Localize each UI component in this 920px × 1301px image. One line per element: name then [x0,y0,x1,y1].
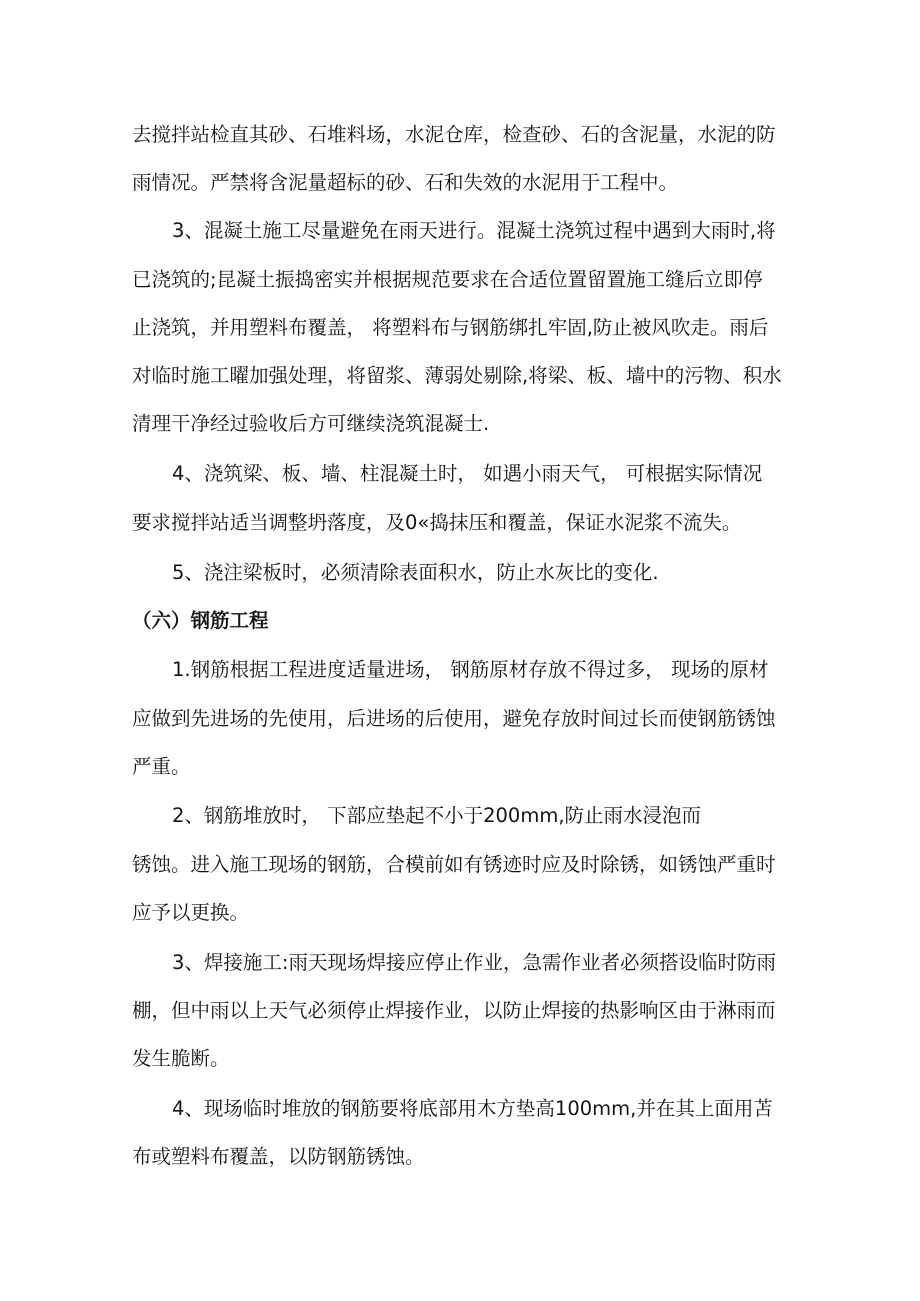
text-line: 雨情况。严禁将含泥量超标的砂、石和失效的水泥用于工程中。 [132,171,679,194]
text-line: 3、混凝土施工尽量避免在雨天进行。混凝土浇筑过程中遇到大雨时,将 [172,219,776,242]
text-line: 去搅拌站检直其砂、石堆料场，水泥仓库，检查砂、石的含泥量，水泥的防 [132,123,776,146]
text-line: 1.钢筋根据工程进度适量进场， 钢筋原材存放不得过多， 现场的原材 [172,658,769,681]
text-line: 3、焊接施工:雨天现场焊接应停止作业，急需作业者必须搭设临时防雨 [172,951,776,974]
text-line: 对临时施工曜加强处理，将留浆、薄弱处剔除,将梁、板、墙中的污物、积水 [132,364,782,387]
text-line: 5、浇注梁板时，必须清除表面积水，防止水灰比的变化. [172,561,659,584]
text-line: 已浇筑的;昆凝土振捣密实并根据规范要求在合适位置留置施工缝后立即停 [132,268,763,291]
text-line: 严重。 [132,755,191,778]
text-line: 要求搅拌站适当调整坍落度，及0«捣抹压和覆盖，保证水泥浆不流失。 [132,511,742,534]
text-line: 止浇筑，并用塑料布覆盖， 将塑料布与钢筋绑扎牢固,防止被风吹走。雨后 [132,316,769,339]
text-line: 应做到先进场的先使用，后进场的后使用，避免存放时间过长而使钢筋锈蚀 [132,707,776,730]
section-heading: （六）钢筋工程 [132,609,269,632]
text-line: 发生脆断。 [132,1047,230,1070]
text-line: 应予以更换。 [132,901,250,924]
text-line: 锈蚀。进入施工现场的钢筋，合模前如有锈迹时应及时除锈，如锈蚀严重时 [132,853,776,876]
text-line: 4、现场临时堆放的钢筋要将底部用木方垫高100mm,并在其上面用苫 [172,1097,773,1120]
text-line: 4、浇筑梁、板、墙、柱混凝土时， 如遇小雨天气， 可根据实际情况 [172,462,763,485]
text-line: 清理干净经过验收后方可继续浇筑混凝士. [132,412,490,435]
text-line: 2、钢筋堆放时， 下部应垫起不小于200mm,防止雨水浸泡而 [172,804,702,827]
text-line: 布或塑料布覆盖，以防钢筋锈蚀。 [132,1145,425,1168]
text-line: 棚，但中雨以上天气必须停止焊接作业，以防止焊接的热影响区由于淋雨而 [132,999,776,1022]
